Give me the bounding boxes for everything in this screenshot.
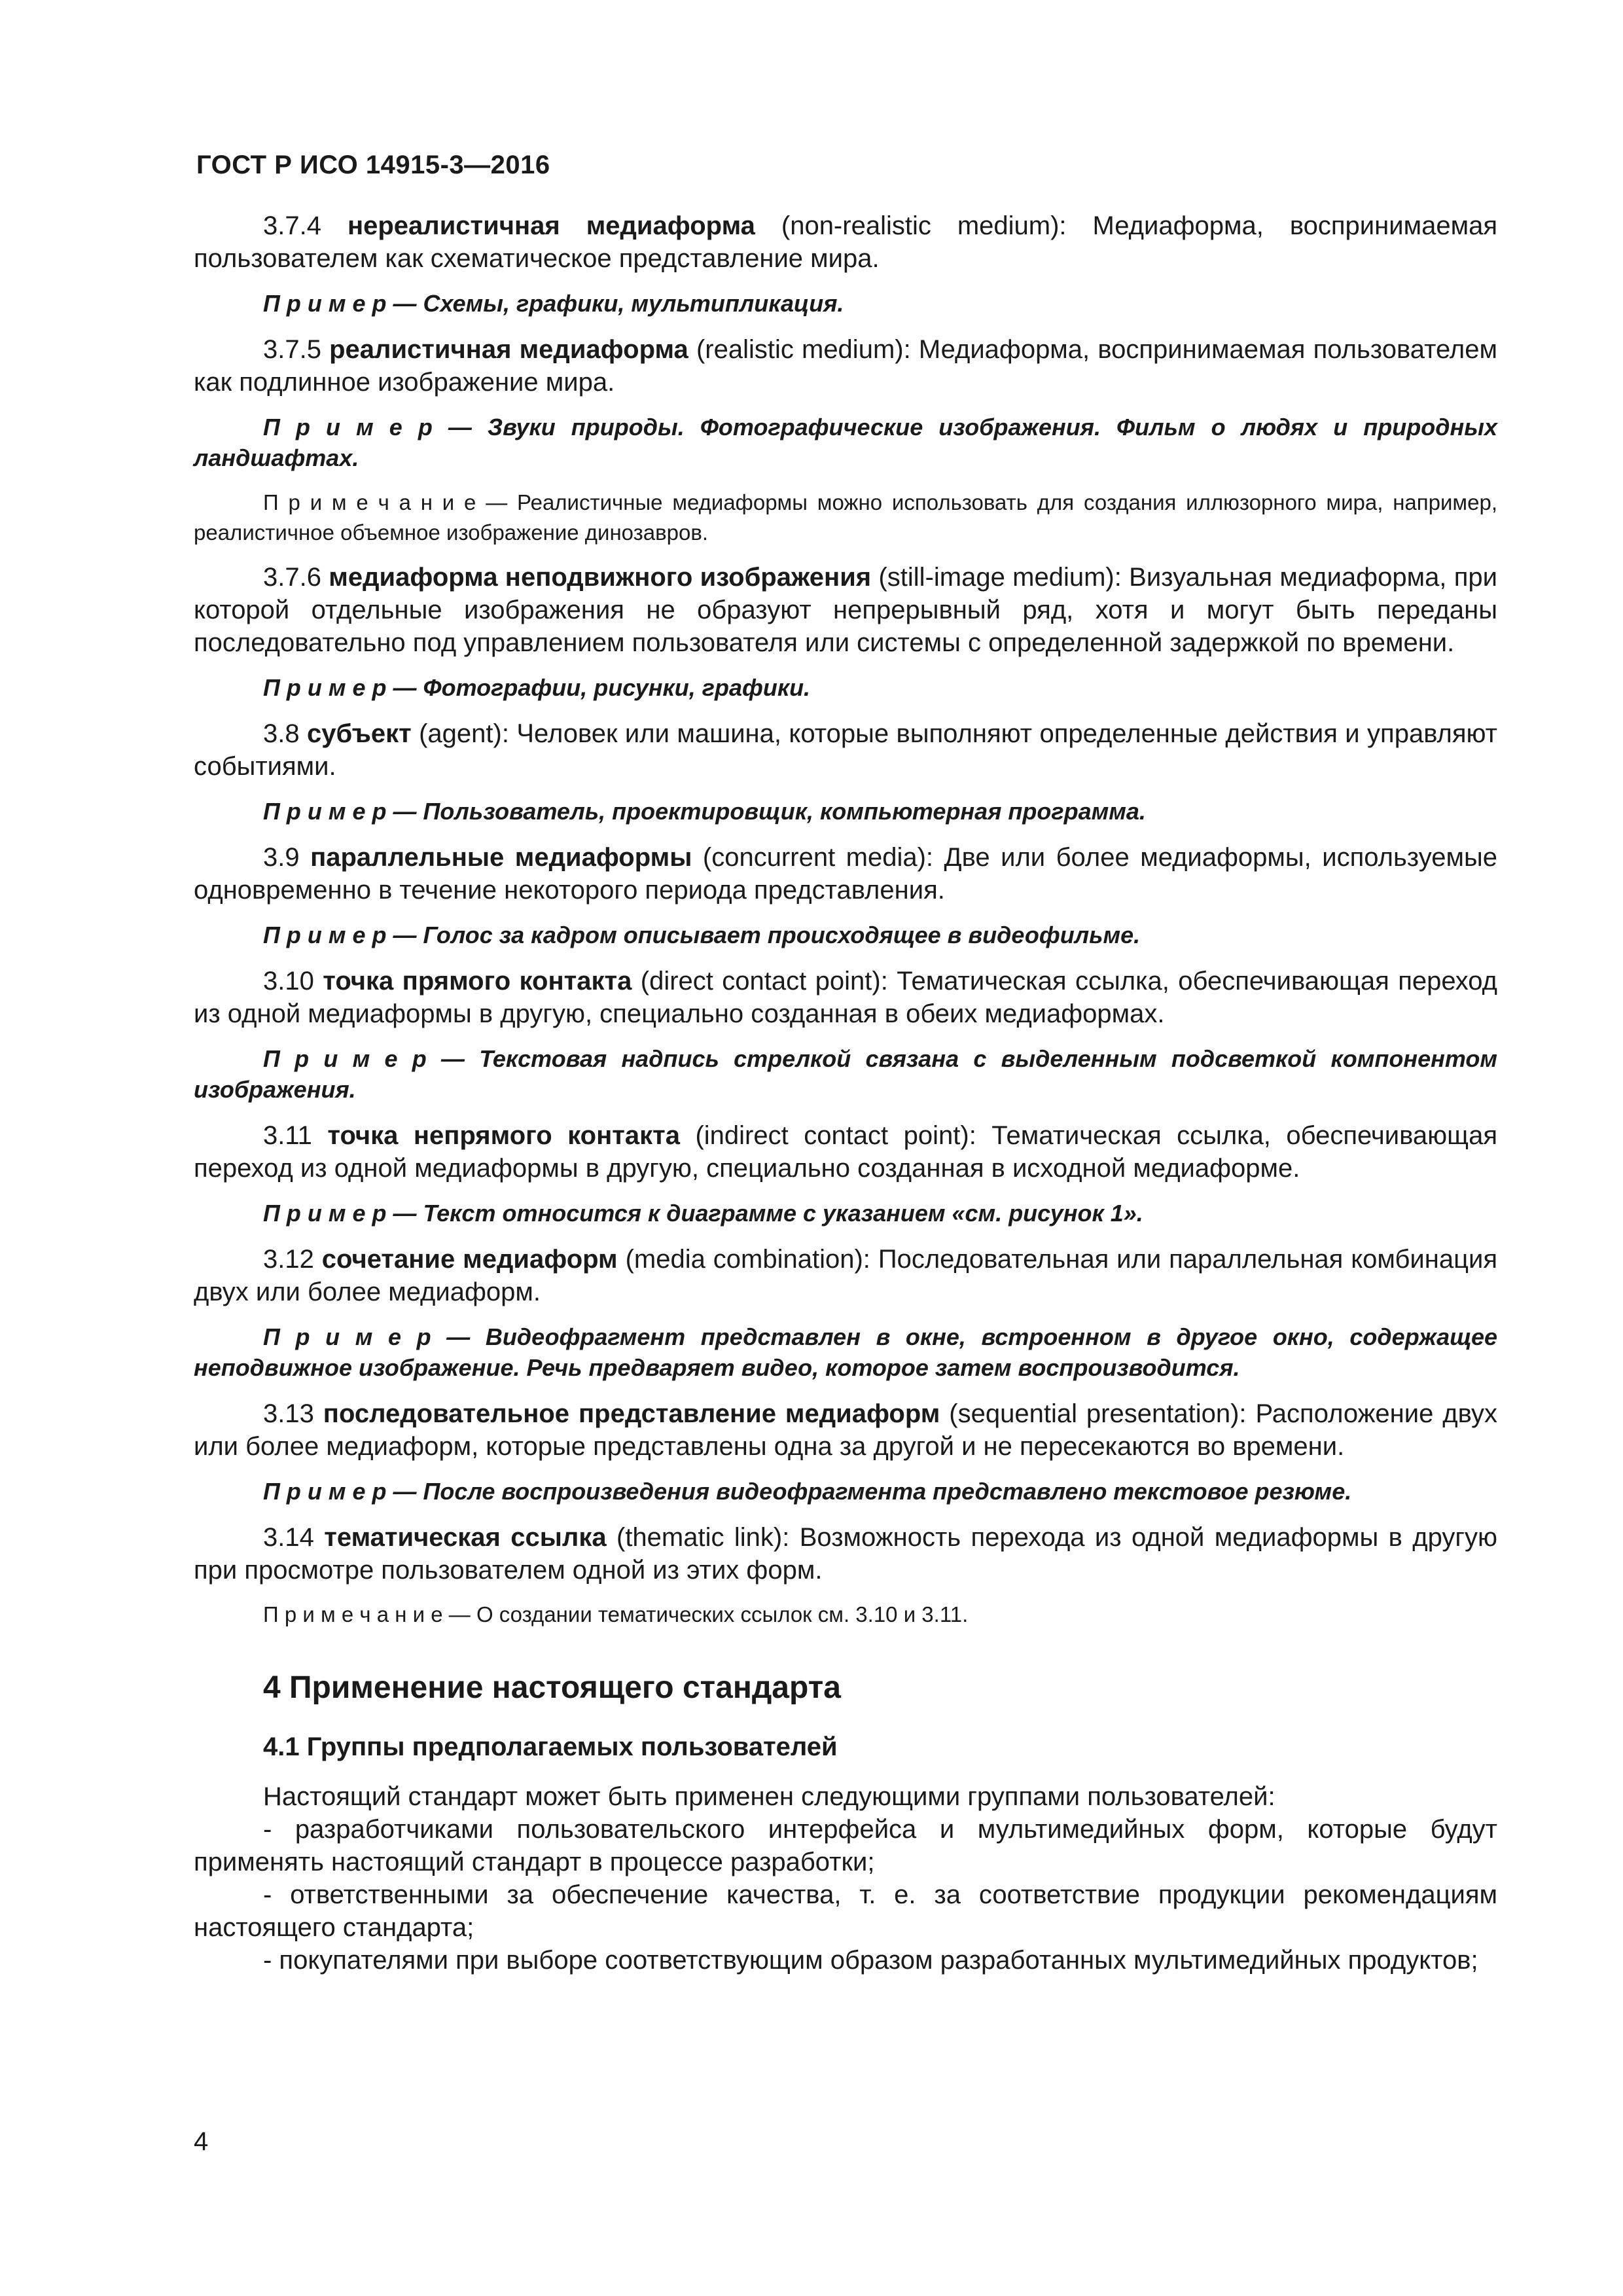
user-group-item: - разработчиками пользовательского интерфейса и мультимедийных форм, которые будут применять настоящий стандарт в процессе разработки;: [194, 1815, 1497, 1876]
term-definition: (concurrent media): Две или более медиаформы, используемые одновременно в течение некоторого периода представления.: [194, 843, 1497, 905]
section-4-1-heading: 4.1 Группы предполагаемых пользователей: [263, 1732, 838, 1761]
term-definition: (agent): Человек или машина, которые выполняют определенные действия и управляют событиями.: [194, 719, 1497, 781]
note-3-14: [194, 1600, 1497, 1630]
example-text: — Схемы, графики, мультипликация.: [386, 290, 844, 317]
example-3-7-4: [194, 288, 1497, 319]
page-header-standard: ГОСТ Р ИСО 14915-3—2016: [196, 151, 550, 179]
example-label: П р и м е р: [263, 798, 387, 825]
term-title: медиаформа неподвижного изображения: [329, 563, 872, 592]
term-3-11: [194, 1119, 1497, 1185]
term-3-9: [194, 841, 1497, 906]
term-title: параллельные медиаформы: [310, 843, 692, 872]
term-title: последовательное представление медиаформ: [323, 1399, 940, 1428]
example-text: — Фотографии, рисунки, графики.: [386, 674, 811, 701]
example-3-13: [194, 1476, 1497, 1507]
term-title: точка непрямого контакта: [327, 1121, 680, 1150]
term-number: 3.12: [263, 1245, 314, 1274]
term-title: нереалистичная медиаформа: [347, 211, 755, 240]
term-number: 3.7.4: [263, 211, 321, 240]
example-3-7-5: [194, 412, 1497, 473]
term-number: 3.13: [263, 1399, 314, 1428]
term-3-12: [194, 1243, 1497, 1308]
term-definition: (still-image medium): Визуальная медиаформа, при которой отдельные изображения не образуют непрерывный ряд, хотя и могут быть переданы последовательно под управлением пользователя или системы с определенной задержкой по времени.: [194, 563, 1497, 657]
example-text: — Голос за кадром описывает происходящее в видеофильме.: [386, 922, 1141, 948]
term-number: 3.10: [263, 967, 314, 996]
term-number: 3.11: [263, 1121, 312, 1150]
example-3-8: [194, 796, 1497, 827]
example-text: — Видеофрагмент представлен в окне, встроенном в другое окно, содержащее неподвижное изображение. Речь предваряет видео, которое затем воспроизводится.: [194, 1323, 1497, 1381]
term-title: реалистичная медиаформа: [329, 335, 688, 364]
term-3-7-5: [194, 333, 1497, 399]
user-group-item: - покупателями при выборе соответствующим образом разработанных мультимедийных продуктов;: [263, 1946, 1478, 1975]
example-label: П р и м е р: [263, 1323, 431, 1350]
term-number: 3.14: [263, 1523, 314, 1552]
note-label: П р и м е ч а н и е: [263, 490, 476, 514]
note-text: — О создании тематических ссылок см. 3.10 и 3.11.: [442, 1602, 969, 1626]
note-3-7-5: [194, 488, 1497, 548]
term-3-7-4: [194, 209, 1497, 275]
example-text: — Звуки природы. Фотографические изображения. Фильм о людях и природных ландшафтах.: [194, 414, 1497, 471]
example-label: П р и м е р: [263, 1045, 427, 1072]
term-number: 3.9: [263, 843, 300, 872]
example-3-11: [194, 1198, 1497, 1229]
example-3-10: [194, 1043, 1497, 1105]
example-text: — Текстовая надпись стрелкой связана с выделенным подсветкой компонентом изображения.: [194, 1045, 1497, 1103]
section-4-1-intro: Настоящий стандарт может быть применен следующими группами пользователей:: [263, 1782, 1275, 1811]
term-number: 3.7.5: [263, 335, 321, 364]
example-text: — Текст относится к диаграмме с указанием «см. рисунок 1».: [386, 1200, 1143, 1227]
term-definition: (realistic medium): Медиаформа, воспринимаемая пользователем как подлинное изображение мира.: [194, 335, 1497, 397]
term-title: точка прямого контакта: [323, 967, 632, 996]
page-content: [194, 209, 1497, 1977]
example-label: П р и м е р: [263, 290, 387, 317]
term-title: тематическая ссылка: [324, 1523, 607, 1552]
term-3-14: [194, 1521, 1497, 1587]
note-text: — Реалистичные медиаформы можно использовать для создания иллюзорного мира, например, реалистичное объемное изображение динозавров.: [194, 490, 1497, 545]
example-label: П р и м е р: [263, 674, 387, 701]
term-title: сочетание медиаформ: [321, 1245, 618, 1274]
example-3-9: [194, 920, 1497, 950]
example-text: — Пользователь, проектировщик, компьютерная программа.: [386, 798, 1146, 825]
term-number: 3.7.6: [263, 563, 321, 592]
term-3-8: [194, 717, 1497, 783]
example-label: П р и м е р: [263, 1478, 387, 1505]
term-definition: (indirect contact point): Тематическая ссылка, обеспечивающая переход из одной медиаформы в другую, специально созданная в исходной медиаформе.: [194, 1121, 1497, 1183]
term-definition: (thematic link): Возможность перехода из одной медиаформы в другую при просмотре пользователем одной из этих форм.: [194, 1523, 1497, 1585]
example-3-7-6: [194, 672, 1497, 703]
term-definition: (media combination): Последовательная или параллельная комбинация двух или более медиаформ.: [194, 1245, 1497, 1306]
term-definition: (direct contact point): Тематическая ссылка, обеспечивающая переход из одной медиаформы в другую, специально созданная в обеих медиаформах.: [194, 967, 1498, 1028]
term-3-7-6: [194, 561, 1497, 659]
example-label: П р и м е р: [263, 1200, 387, 1227]
example-label: П р и м е р: [263, 922, 387, 948]
example-label: П р и м е р: [263, 414, 433, 440]
term-definition: (non-realistic medium): Медиаформа, воспринимаемая пользователем как схематическое представление мира.: [194, 211, 1497, 273]
term-3-10: [194, 965, 1497, 1030]
example-3-12: [194, 1321, 1497, 1383]
term-3-13: [194, 1397, 1497, 1463]
user-group-item: - ответственными за обеспечение качества, т. е. за соответствие продукции рекомендациям настоящего стандарта;: [194, 1880, 1497, 1942]
example-text: — После воспроизведения видеофрагмента представлено текстовое резюме.: [386, 1478, 1352, 1505]
section-4-heading: 4 Применение настоящего стандарта: [263, 1670, 841, 1705]
term-title: субъект: [307, 719, 412, 748]
page-number: 4: [194, 2127, 209, 2156]
term-number: 3.8: [263, 719, 300, 748]
term-definition: (sequential presentation): Расположение двух или более медиаформ, которые представлены одна за другой и не пересекаются во времени.: [194, 1399, 1497, 1461]
note-label: П р и м е ч а н и е: [263, 1602, 443, 1626]
